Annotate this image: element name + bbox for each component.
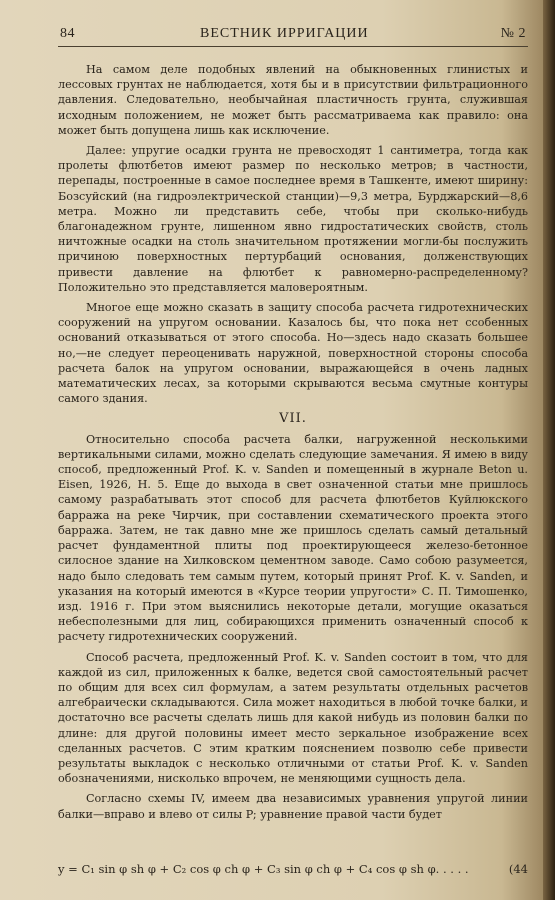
journal-title: ВЕСТНИК ИРРИГАЦИИ xyxy=(200,26,369,41)
page-edge xyxy=(543,0,555,900)
paragraph: Способ расчета, предложенный Prof. K. v. Sanden состоит в том, что для каждой из сил, приложенных к балке, ведется свой самостоятельный расчет по общим для всех сил формулам, а затем результаты отдельных расчетов алгебраически складываются. Сила может находиться в любой точке балки, и достаточно все расчеты сделать лишь для какой нибудь из половин балки по длине: для другой половины имеет место зеркальное изображение всех сделанных расчетов. С этим кратким пояснением позволю себе привести результаты выкладок с несколько отличными от статьи Prof. K. v. Sanden обозначениями, нисколько впрочем, не меняющими сущность дела. xyxy=(58,650,528,786)
page-number: 84 xyxy=(60,26,75,41)
equation-number: (44 xyxy=(508,862,528,876)
equation-dots: . . . . xyxy=(442,862,469,876)
paragraph: Далее: упругие осадки грунта не превосходят 1 сантиметра, тогда как пролеты флютбетов имеют размер по несколько метров; в частности, перепады, построенные в самое последнее время в Ташкенте, имеют ширину: Бозсуйский (на гидроэлектрической станции)—9,3 метра, Бурджарский—8,6 метра. Можно ли представить себе, чтобы при сколько-нибудь благонадежном грунте, лишенном явно гидростатических свойств, столь ничтожные осадки на столь значительном протяжении могли-бы послужить причиною поверхностных пертурбаций основания, долженствующих привести давление на флютбет к равномерно-распределенному? Положительно это представляется маловероятным. xyxy=(58,144,528,294)
paragraph: Согласно схемы IV, имеем два независимых уравнения упругой линии балки—вправо и влево от силы P; уравнение правой части будет xyxy=(58,792,528,821)
section-heading: VII. xyxy=(279,411,307,427)
equation xyxy=(58,862,528,876)
header-rule xyxy=(58,46,528,47)
body-text xyxy=(58,62,528,827)
issue-number: № 2 xyxy=(500,26,526,41)
equation-expression: y = C₁ sin φ sh φ + C₂ cos φ ch φ + C₃ sin φ ch φ + C₄ cos φ sh φ. xyxy=(58,862,440,876)
paragraph: На самом деле подобных явлений на обыкновенных глинистых и лессовых грунтах не наблюдается, хотя бы и в присутствии фильтрационного давления. Следовательно, необычайная пластичность грунта, служившая исходным положением, не может быть рассматриваема как правило: она может быть допущена лишь как исключение. xyxy=(58,63,528,137)
paragraph: Многое еще можно сказать в защиту способа расчета гидротехнических сооружений на упругом основании. Казалось бы, что пока нет ссобенных оснований отказываться от этого способа. Но—здесь надо сказать большее но,—не следует переоценивать наружной, поверхностной стороны способа расчета балок на упругом основании, выражающейся в очень ладных математических лесах, за которыми скрываются весьма смутные контуры самого здания. xyxy=(58,301,528,406)
paragraph: Относительно способа расчета балки, нагруженной несколькими вертикальными силами, можно сделать следующие замечания. Я имею в виду способ, предложенный Prof. K. v. Sanden и помещенный в журнале Beton u. Eisen, 1926, H. 5. Еще до выхода в свет означенной статьи мне пришлось самому разрабатывать этот способ для расчета флютбетов Куйлюкского барража на реке Чирчик, при составлении схематического проекта этого барража. Затем, не так давно мне же пришлось сделать самый детальный расчет фундаментной плиты под проектирующееся железо-бетонное силосное здание на Хилковском цементном заводе. Само собою разумеется, надо было следовать тем самым путем, который принят Prof. K. v. Sanden, и указания на который имеются в «Курсе теории упругости» С. П. Тимошенко, изд. 1916 г. При этом выяснились некоторые детали, могущие оказаться небесполезными для лиц, собирающихся применить означенный способ к расчету гидротехнических сооружений. xyxy=(58,432,528,644)
